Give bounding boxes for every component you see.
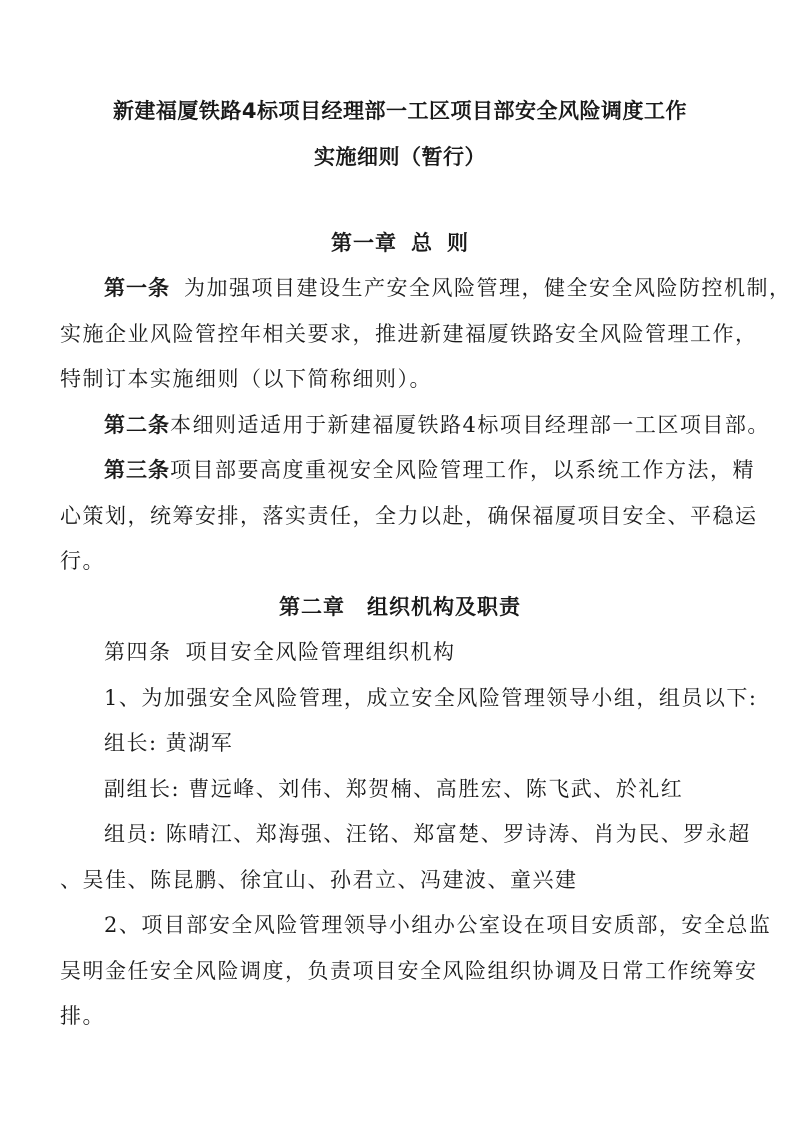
chapter-1-number: 第一章 <box>331 231 397 255</box>
article-4-lead: 第四条 <box>104 640 172 664</box>
article-3-line-1 <box>104 456 755 484</box>
document-title-line-2: 实施细则（暂行） <box>314 145 486 169</box>
article-1-text-1: 为加强项目建设生产安全风险管理，健全安全风险防控机制， <box>184 276 792 300</box>
chapter-2-number: 第二章 <box>279 595 345 619</box>
article-3-line-3: 行。 <box>60 549 105 573</box>
article-1-line-2: 实施企业风险管控年相关要求，推进新建福厦铁路安全风险管理工作， <box>60 322 758 346</box>
item-2-line-3: 排。 <box>60 1004 105 1028</box>
deputy-leaders: 副组长: 曹远峰、刘伟、郑贺楠、高胜宏、陈飞武、於礼红 <box>104 777 684 801</box>
chapter-2-heading <box>0 593 800 621</box>
article-2-text: 本细则适适用于新建福厦铁路4标项目经理部一工区项目部。 <box>170 413 770 437</box>
article-1-line-3: 特制订本实施细则（以下简称细则）。 <box>60 367 432 391</box>
chapter-1-heading <box>0 229 800 257</box>
article-3-line-2: 心策划，统筹安排，落实责任，全力以赴，确保福厦项目安全、平稳运 <box>60 504 758 528</box>
group-leader: 组长: 黄湖军 <box>104 731 234 755</box>
article-3-lead: 第三条 <box>104 458 170 482</box>
chapter-1-title-part-1: 总 <box>411 231 433 255</box>
item-2-line-2: 吴明金任安全风险调度，负责项目安全风险组织协调及日常工作统筹安 <box>60 959 758 983</box>
item-1-text: 1、为加强安全风险管理，成立安全风险管理领导小组，组员以下: <box>104 686 758 710</box>
article-1-line-1 <box>104 274 792 302</box>
item-2-line-1: 2、项目部安全风险管理领导小组办公室设在项目安质部，安全总监 <box>104 913 772 937</box>
article-3-text-1: 项目部要高度重视安全风险管理工作，以系统工作方法，精 <box>170 458 755 482</box>
chapter-1-title-part-2: 则 <box>447 231 469 255</box>
members-line-2: 、吴佳、陈昆鹏、徐宜山、孙君立、冯建波、童兴建 <box>60 868 578 892</box>
chapter-2-title: 组织机构及职责 <box>367 595 521 619</box>
article-1-lead: 第一条 <box>104 276 170 300</box>
members-line-1: 组员: 陈晴江、郑海强、汪铭、郑富楚、罗诗涛、肖为民、罗永超 <box>104 822 751 846</box>
article-4-line-1 <box>104 638 456 666</box>
document-title-line-1: 新建福厦铁路4标项目经理部一工区项目部安全风险调度工作 <box>112 99 688 123</box>
article-2-line-1 <box>104 411 770 439</box>
article-2-lead: 第二条 <box>104 413 170 437</box>
article-4-text: 项目安全风险管理组织机构 <box>185 640 456 664</box>
